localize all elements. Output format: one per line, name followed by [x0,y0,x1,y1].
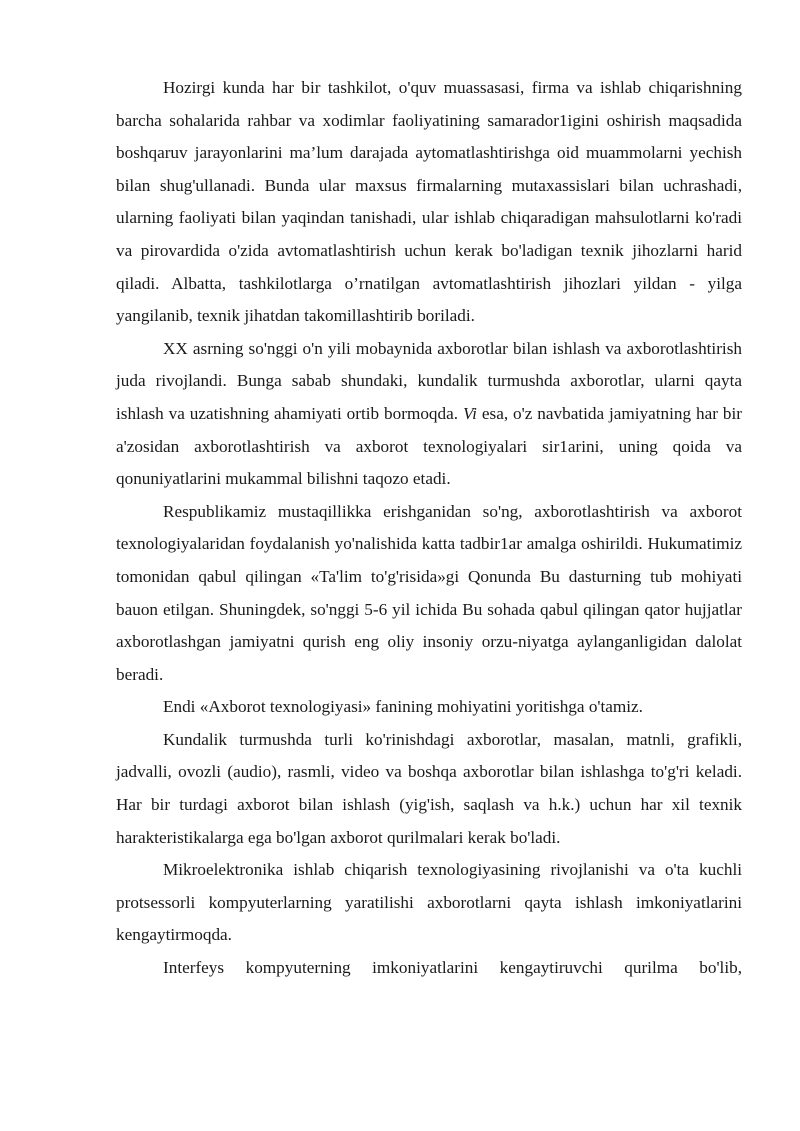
paragraph-5: Kundalik turmushda turli ko'rinishdagi axborotlar, masalan, matnli, grafikli, jadvalli, ovozli (audio), rasmli, video va boshqa axborotlar bilan ishlashga to'g'ri keladi. Har bir turdagi axborot bilan ishlash (yig'ish, saqlash va h.k.) uchun har xil texnik harakteristikalarga ega bo'lgan axborot qurilmalari kerak bo'ladi. [116,729,742,847]
paragraph-2-text-a: XX asrning so'nggi o'n yili mobaynida axborotlar bilan ishlash va axborotlashtirish juda rivojlandi. Bunga sabab shundaki, kundalik turmushda axborotlar, ularni qayta ishlash va uzatishning ahamiyati ortib bormoqda. [116,338,742,423]
paragraph-1: Hozirgi kunda har bir tashkilot, o'quv muassasasi, firma va ishlab chiqarishning barcha sohalarida rahbar va xodimlar faoliyatining samarador1igini oshirish maqsadida boshqaruv jarayonlarini ma’lum darajada aytomatlashtirishga oid muammolarni yechish bilan shug'ullanadi. Bunda ular maxsus firmalarning mutaxassislari bilan uchrashadi, ularning faoliyati bilan yaqindan tanishadi, ular ishlab chiqaradigan mahsulotlarni ko'radi va pirovardida o'zida avtomatlashtirish uchun kerak bo'ladigan texnik jihozlarni harid qiladi. Albatta, tashkilotlarga o’rnatilgan avtomatlashtirish jihozlari yildan - yilga yangilanib, texnik jihatdan takomillashtirib boriladi. [116,78,742,326]
paragraph-2-italic-word: Vi [462,403,477,423]
document-body [116,72,742,985]
paragraph-2 [116,333,742,496]
paragraph-7: Interfeys kompyuterning imkoniyatlarini kengaytiruvchi qurilma bo'lib, [163,958,742,978]
paragraph-3: Respublikamiz mustaqillikka erishganidan so'ng, axborotlashtirish va axborot texnologiyalaridan foydalanish yo'nalishida katta tadbir1ar amalga oshirildi. Hukumatimiz tomonidan qabul qilingan «Ta'lim to'g'risida»gi Qonunda Bu dasturning tub mohiyati bauon etilgan. Shuningdek, so'nggi 5-6 yil ichida Bu sohada qabul qilingan qator hujjatlar axborotlashgan jamiyatni qurish eng oliy insoniy orzu-niyatga aylanganligidan dalolat beradi. [116,501,742,684]
paragraph-2-text-b: esa, o'z navbatida jamiyatning har bir a'zosidan axborotlashtirish va axborot texnologiyalari sir1arini, uning qoida va qonuniyatlarini mukammal bilishni taqozo etadi. [116,403,742,489]
paragraph-6: Mikroelektronika ishlab chiqarish texnologiyasining rivojlanishi va o'ta kuchli protsessorli kompyuterlarning yaratilishi axborotlarni qayta ishlash imkoniyatlarini kengaytirmoqda. [116,860,742,945]
paragraph-4: Endi «Axborot texnologiyasi» fanining mohiyatini yoritishga o'tamiz. [163,697,643,717]
